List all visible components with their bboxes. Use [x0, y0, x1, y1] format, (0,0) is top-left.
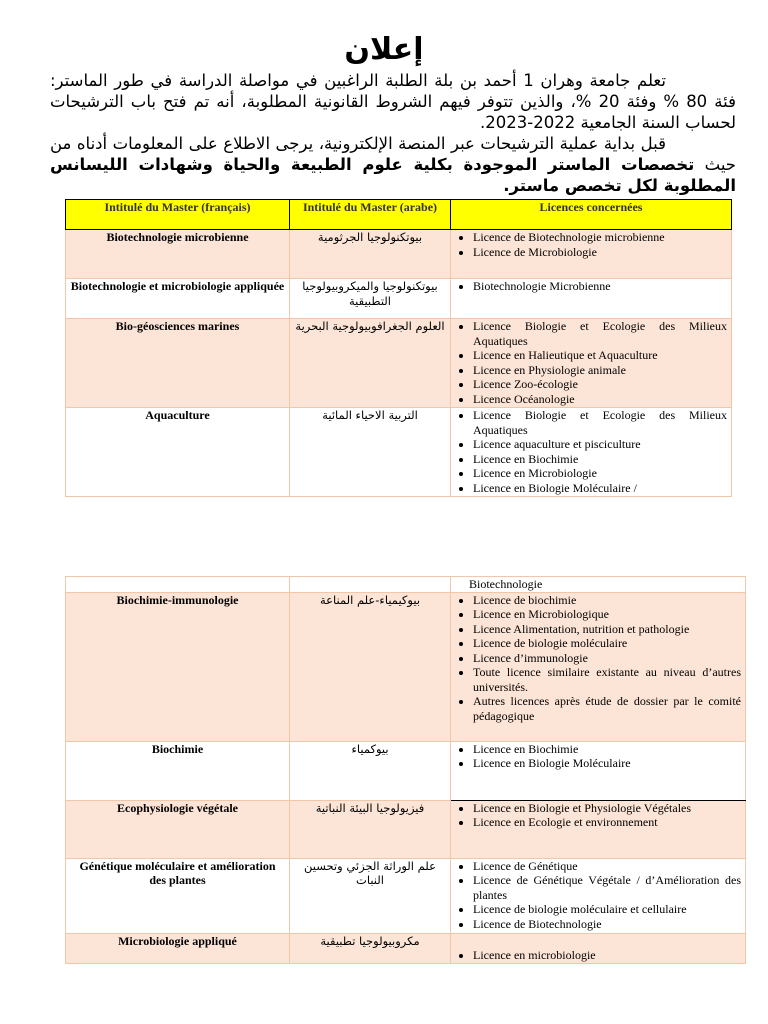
master-arabic-title: بيوتكنولوجيا والميكروبيولوجيا التطبيقية — [290, 279, 451, 319]
intro-paragraph-2 — [50, 133, 736, 196]
header-french: Intitulé du Master (français) — [66, 200, 290, 230]
licence-continuation: Biotechnologie — [451, 577, 746, 593]
licence-item: • Autres licences après étude de dossier par le comité pédagogique — [473, 694, 741, 723]
intro-paragraph-2-bold: تخصصات الماستر الموجودة بكلية علوم الطبيعة والحياة وشهادات الليسانس المطلوبة لكل تخصص ماستر. — [50, 155, 736, 195]
licence-item: • Licence Biologie et Ecologie des Milieux Aquatiques — [473, 408, 727, 437]
licence-item: • Licence de Biotechnologie — [473, 917, 741, 932]
master-french-title: Microbiologie appliqué — [66, 933, 290, 963]
licence-list — [455, 742, 741, 771]
master-arabic-title: العلوم الجغرافوبيولوجية البحرية — [290, 319, 451, 408]
master-arabic-title: فيزيولوجيا البيئة النباتية — [290, 800, 451, 858]
licence-list — [455, 319, 727, 406]
master-arabic-title: بيوكمياء — [290, 741, 451, 800]
master-french-title: Génétique moléculaire et amélioration des plantes — [66, 858, 290, 933]
table-row — [66, 800, 746, 858]
licence-item: • Licence de Génétique Végétale / d’Amélioration des plantes — [473, 873, 741, 902]
licence-list-cell — [451, 800, 746, 858]
master-french-title: Biochimie-immunologie — [66, 592, 290, 741]
licence-item: • Licence de Microbiologie — [473, 245, 727, 260]
licence-item: • Licence en Microbiologique — [473, 607, 741, 622]
master-french-title: Biotechnologie et microbiologie appliquée — [66, 279, 290, 319]
licence-list — [455, 593, 741, 724]
licence-item: • Licence de Génétique — [473, 859, 741, 874]
table-row — [66, 279, 732, 319]
licence-item: • Licence Biologie et Ecologie des Milieux Aquatiques — [473, 319, 727, 348]
header-arabic: Intitulé du Master (arabe) — [290, 200, 451, 230]
master-french-title: Aquaculture — [66, 408, 290, 497]
table-row — [66, 858, 746, 933]
master-arabic-title: مكروبيولوجيا تطبيقية — [290, 933, 451, 963]
licence-item: • Licence Océanologie — [473, 392, 727, 407]
licence-item: • Licence en Ecologie et environnement — [473, 815, 741, 830]
licence-item: • Licence en microbiologie — [473, 948, 741, 963]
licence-list — [455, 801, 741, 830]
master-french-title: Biochimie — [66, 741, 290, 800]
licence-list-cell — [451, 319, 732, 408]
licence-item: • Licence aquaculture et pisciculture — [473, 437, 727, 452]
licence-item: • Licence de biologie moléculaire et cellulaire — [473, 902, 741, 917]
licence-item: • Licence en Biochimie — [473, 742, 741, 757]
table-continuation-row — [66, 577, 746, 593]
table-row — [66, 319, 732, 408]
licence-list-cell — [451, 858, 746, 933]
licence-item: • Licence de biochimie — [473, 593, 741, 608]
master-french-title: Ecophysiologie végétale — [66, 800, 290, 858]
licence-list — [455, 279, 727, 294]
licence-item: • Biotechnologie Microbienne — [473, 279, 727, 294]
licence-item: • Licence en Physiologie animale — [473, 363, 727, 378]
licence-item: • Licence en Halieutique et Aquaculture — [473, 348, 727, 363]
announcement-body — [50, 70, 736, 196]
licence-item: • Licence d’immunologie — [473, 651, 741, 666]
announcement-title: إعلان — [344, 32, 424, 67]
table-header-row — [66, 200, 732, 230]
master-french-title: Bio-géosciences marines — [66, 319, 290, 408]
licence-list-cell — [451, 230, 732, 279]
licence-item: • Licence en Biologie et Physiologie Végétales — [473, 801, 741, 816]
licence-item: • Licence en Biologie Moléculaire — [473, 756, 741, 771]
table-row — [66, 592, 746, 741]
master-arabic-title: بيوكيمياء-علم المناعة — [290, 592, 451, 741]
licence-list — [455, 230, 727, 259]
master-table-part-2 — [65, 576, 746, 964]
licence-item: • Licence Alimentation, nutrition et pathologie — [473, 622, 741, 637]
licence-item: • Licence Zoo-écologie — [473, 377, 727, 392]
intro-paragraph-1: تعلم جامعة وهران 1 أحمد بن بلة الطلبة الراغبين في مواصلة الدراسة في طور الماستر: فئة 80 % وفئة 20 %، والذين تتوفر فيهم الشروط القانونية المطلوبة، أنه تم فتح باب الترشيحات لحساب السنة الجامعية 2022-2023. — [50, 71, 736, 132]
master-arabic-title: بيوتكنولوجيا الجرثومية — [290, 230, 451, 279]
licence-list-cell — [451, 933, 746, 963]
table-row — [66, 933, 746, 963]
intro-paragraph-2-text: قبل بداية عملية الترشيحات عبر المنصة الإلكترونية، يرجى الاطلاع على المعلومات أدناه من حيث — [50, 134, 736, 174]
licence-item: • Licence en Biochimie — [473, 452, 727, 467]
master-table-part-1 — [65, 199, 732, 497]
licence-item: • Licence en Microbiologie — [473, 466, 727, 481]
licence-item: • Toute licence similaire existante au niveau d’autres universités. — [473, 665, 741, 694]
table-row — [66, 408, 732, 497]
licence-list-cell — [451, 741, 746, 800]
licence-item: • Licence de biologie moléculaire — [473, 636, 741, 651]
table-row — [66, 230, 732, 279]
licence-list-cell — [451, 279, 732, 319]
master-french-title: Biotechnologie microbienne — [66, 230, 290, 279]
licence-list — [455, 859, 741, 932]
master-arabic-title: التربية الاحياء المائية — [290, 408, 451, 497]
header-licences: Licences concernées — [451, 200, 732, 230]
table-row — [66, 741, 746, 800]
master-arabic-title: علم الوراثة الجزئي وتحسين النبات — [290, 858, 451, 933]
licence-list — [455, 948, 741, 963]
licence-list-cell — [451, 408, 732, 497]
licence-list-cell — [451, 592, 746, 741]
licence-list — [455, 408, 727, 495]
licence-item: • Licence en Biologie Moléculaire / — [473, 481, 727, 496]
licence-item: • Licence de Biotechnologie microbienne — [473, 230, 727, 245]
